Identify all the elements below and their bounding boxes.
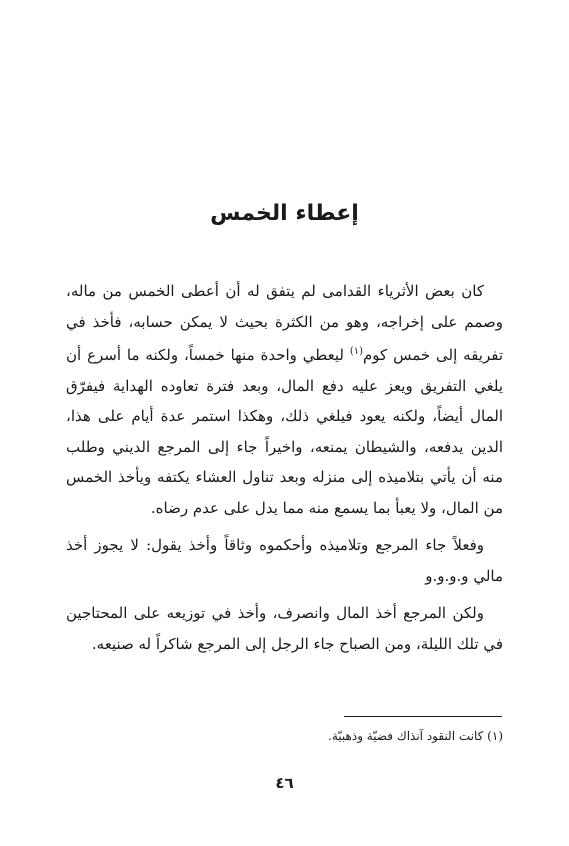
footnote-divider (344, 716, 502, 717)
paragraph-3: ولكن المرجع أخذ المال وانصرف، وأخذ في توزيعه على المحتاجين في تلك الليلة، ومن الصباح جاء الرجل إلى المرجع شاكراً له صنيعه. (66, 604, 503, 653)
body-text (66, 276, 503, 659)
page-number: ٤٦ (275, 774, 294, 792)
paragraph-1 (66, 276, 503, 523)
paragraph-1-text-end: ليعطي واحدة منها خمساً، ولكنه ما أسرع أن يلغي التفريق ويعز عليه دفع المال، وبعد فترة تعاوده الهداية فيفرّق المال أيضاً، ولكنه يعود فيلغي ذلك، وهكذا استمر عدة أيام على هذا، الدين يدفعه، والشيطان يمنعه، واخيراً جاء إلى المرجع الديني وطلب منه أن يأتي بتلاميذه إلى منزله وبعد تناول العشاء يكتفه ويأخذ الخمس من المال، ولا يعبأ بما يسمع منه مما يدل على عدم رضاه. (66, 346, 503, 517)
page-title: إعطاء الخمس (210, 201, 359, 226)
paragraph-2: وفعلاً جاء المرجع وتلاميذه وأحكموه وثاقاً وأخذ يقول: لا يجوز أخذ مالي و.و.و.و (66, 536, 503, 585)
paragraph-1-text-start: كان بعض الأثرياء القدامى لم يتفق له أن أعطى الخمس من ماله، وصمم على إخراجه، وهو من الكثرة بحيث لا يمكن حسابه، فأخذ في تفريقه إلى خمس كوم (66, 282, 503, 364)
footnote-reference: (١) (349, 346, 364, 357)
footnote: (١) كانت النقود آنذاك فضيّة وذهبيّة. (328, 729, 503, 743)
